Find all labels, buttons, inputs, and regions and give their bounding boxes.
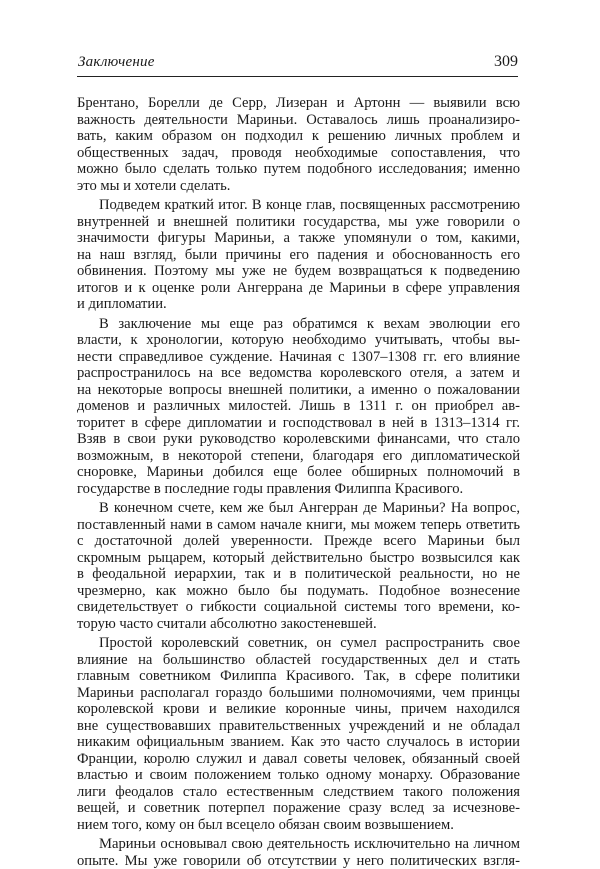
text-line: итогов и к оценке роли Ангеррана де Мариньи в сфере управления (77, 280, 520, 297)
text-line: В конечном счете, кем же был Ангерран де Мариньи? На вопрос, (77, 500, 520, 517)
text-line: свидетельствует о гибкости социальной системы того времени, ко- (77, 599, 520, 616)
text-line: с достаточной долей уверенности. Прежде всего Мариньи был (77, 533, 520, 550)
text-line: влияние на большинство областей государственных дел и стать (77, 652, 520, 669)
text-line: никаким официальным званием. Как это часто случалось в истории (77, 734, 520, 751)
text-line: Мариньи располагал гораздо большими полномочиями, чем принцы (77, 685, 520, 702)
text-line: и дипломатии. (77, 296, 520, 313)
text-line: сноровке, Мариньи добился еще более обширных полномочий в (77, 464, 520, 481)
text-line: государстве в последние годы правления Филиппа Красивого. (77, 481, 520, 498)
text-line: обвинения. Поэтому мы уже не будем возвращаться к подведению (77, 263, 520, 280)
text-line: внутренней и внешней политики государства, мы уже говорили о (77, 214, 520, 231)
text-line: возможным, в некоторой степени, благодаря его дипломатической (77, 448, 520, 465)
text-line: на некоторые вопросы внешней политики, а именно о пожаловании (77, 382, 520, 399)
text-line: торую часто считали абсолютно закостеневшей. (77, 616, 520, 633)
text-line: значимости фигуры Мариньи, а также упомянули о том, какими, (77, 230, 520, 247)
text-line: важность деятельности Мариньи. Оставалось лишь проанализиро- (77, 112, 520, 129)
text-line: В заключение мы еще раз обратимся к вехам эволюции его (77, 316, 520, 333)
text-line: скромным рыцарем, который действительно быстро возвысился как (77, 550, 520, 567)
paragraph (77, 95, 520, 194)
text-line: нием того, кому он был всецело обязан своим возвышением. (77, 817, 520, 834)
text-line: Простой королевский советник, он сумел распространить свое (77, 635, 520, 652)
header-rule (77, 76, 518, 77)
text-line: нести справедливое суждение. Начиная с 1307–1308 гг. его влияние (77, 349, 520, 366)
text-line: опыте. Мы уже говорили об отсутствии у него политических взгля- (77, 853, 520, 869)
text-line: власти, к хронологии, которую необходимо учитывать, чтобы вы- (77, 332, 520, 349)
text-line: Мариньи основывал свою деятельность исключительно на личном (77, 836, 520, 853)
paragraph (77, 836, 520, 869)
paragraph (77, 635, 520, 833)
text-line: Взяв в свои руки руководство королевскими финансами, что стало (77, 431, 520, 448)
text-line: торитет в сфере дипломатии и господствовал в ней в 1313–1314 гг. (77, 415, 520, 432)
running-head (77, 50, 518, 74)
text-line: вне существовавших правительственных учреждений и не обладал (77, 718, 520, 735)
page-number: 309 (494, 53, 518, 71)
text-line: это мы и хотели сделать. (77, 178, 520, 195)
text-line: лиги феодалов стало естественным следствием такого положения (77, 784, 520, 801)
text-line: распространилось на все ведомства королевского отеля, а затем и (77, 365, 520, 382)
paragraph (77, 316, 520, 498)
text-line: королевской крови и великие коронные чины, причем находился (77, 701, 520, 718)
paragraph (77, 500, 520, 632)
text-line: на наш взгляд, были причины его падения и обоснованность его (77, 247, 520, 264)
text-line: общественных задач, проводя необходимые сопоставления, что (77, 145, 520, 162)
text-line: чрезмерно, как можно было бы подумать. Подобное вознесение (77, 583, 520, 600)
text-line: поставленный нами в самом начале книги, мы можем теперь ответить (77, 517, 520, 534)
text-line: главным советником Филиппа Красивого. Так, в сфере политики (77, 668, 520, 685)
text-line: можно было сделать только путем подобного исследования; именно (77, 161, 520, 178)
text-line: вещей, и советник потерпел поражение сразу вслед за исчезнове- (77, 800, 520, 817)
chapter-title: Заключение (78, 54, 155, 71)
text-line: вать, каким образом он подходил к решению личных проблем и (77, 128, 520, 145)
text-line: властью и своим положением только одному монарху. Образование (77, 767, 520, 784)
text-line: Подведем краткий итог. В конце глав, посвященных рассмотрению (77, 197, 520, 214)
text-line: доменов и различных милостей. Лишь в 1311 г. он приобрел ав- (77, 398, 520, 415)
body-text (77, 95, 520, 869)
text-line: Брентано, Борелли де Серр, Лизеран и Артонн — выявили всю (77, 95, 520, 112)
text-line: Франции, королю служил и давал советы человек, обязанный своей (77, 751, 520, 768)
paragraph (77, 197, 520, 313)
text-line: в феодальной иерархии, так и в политической реальности, но не (77, 566, 520, 583)
